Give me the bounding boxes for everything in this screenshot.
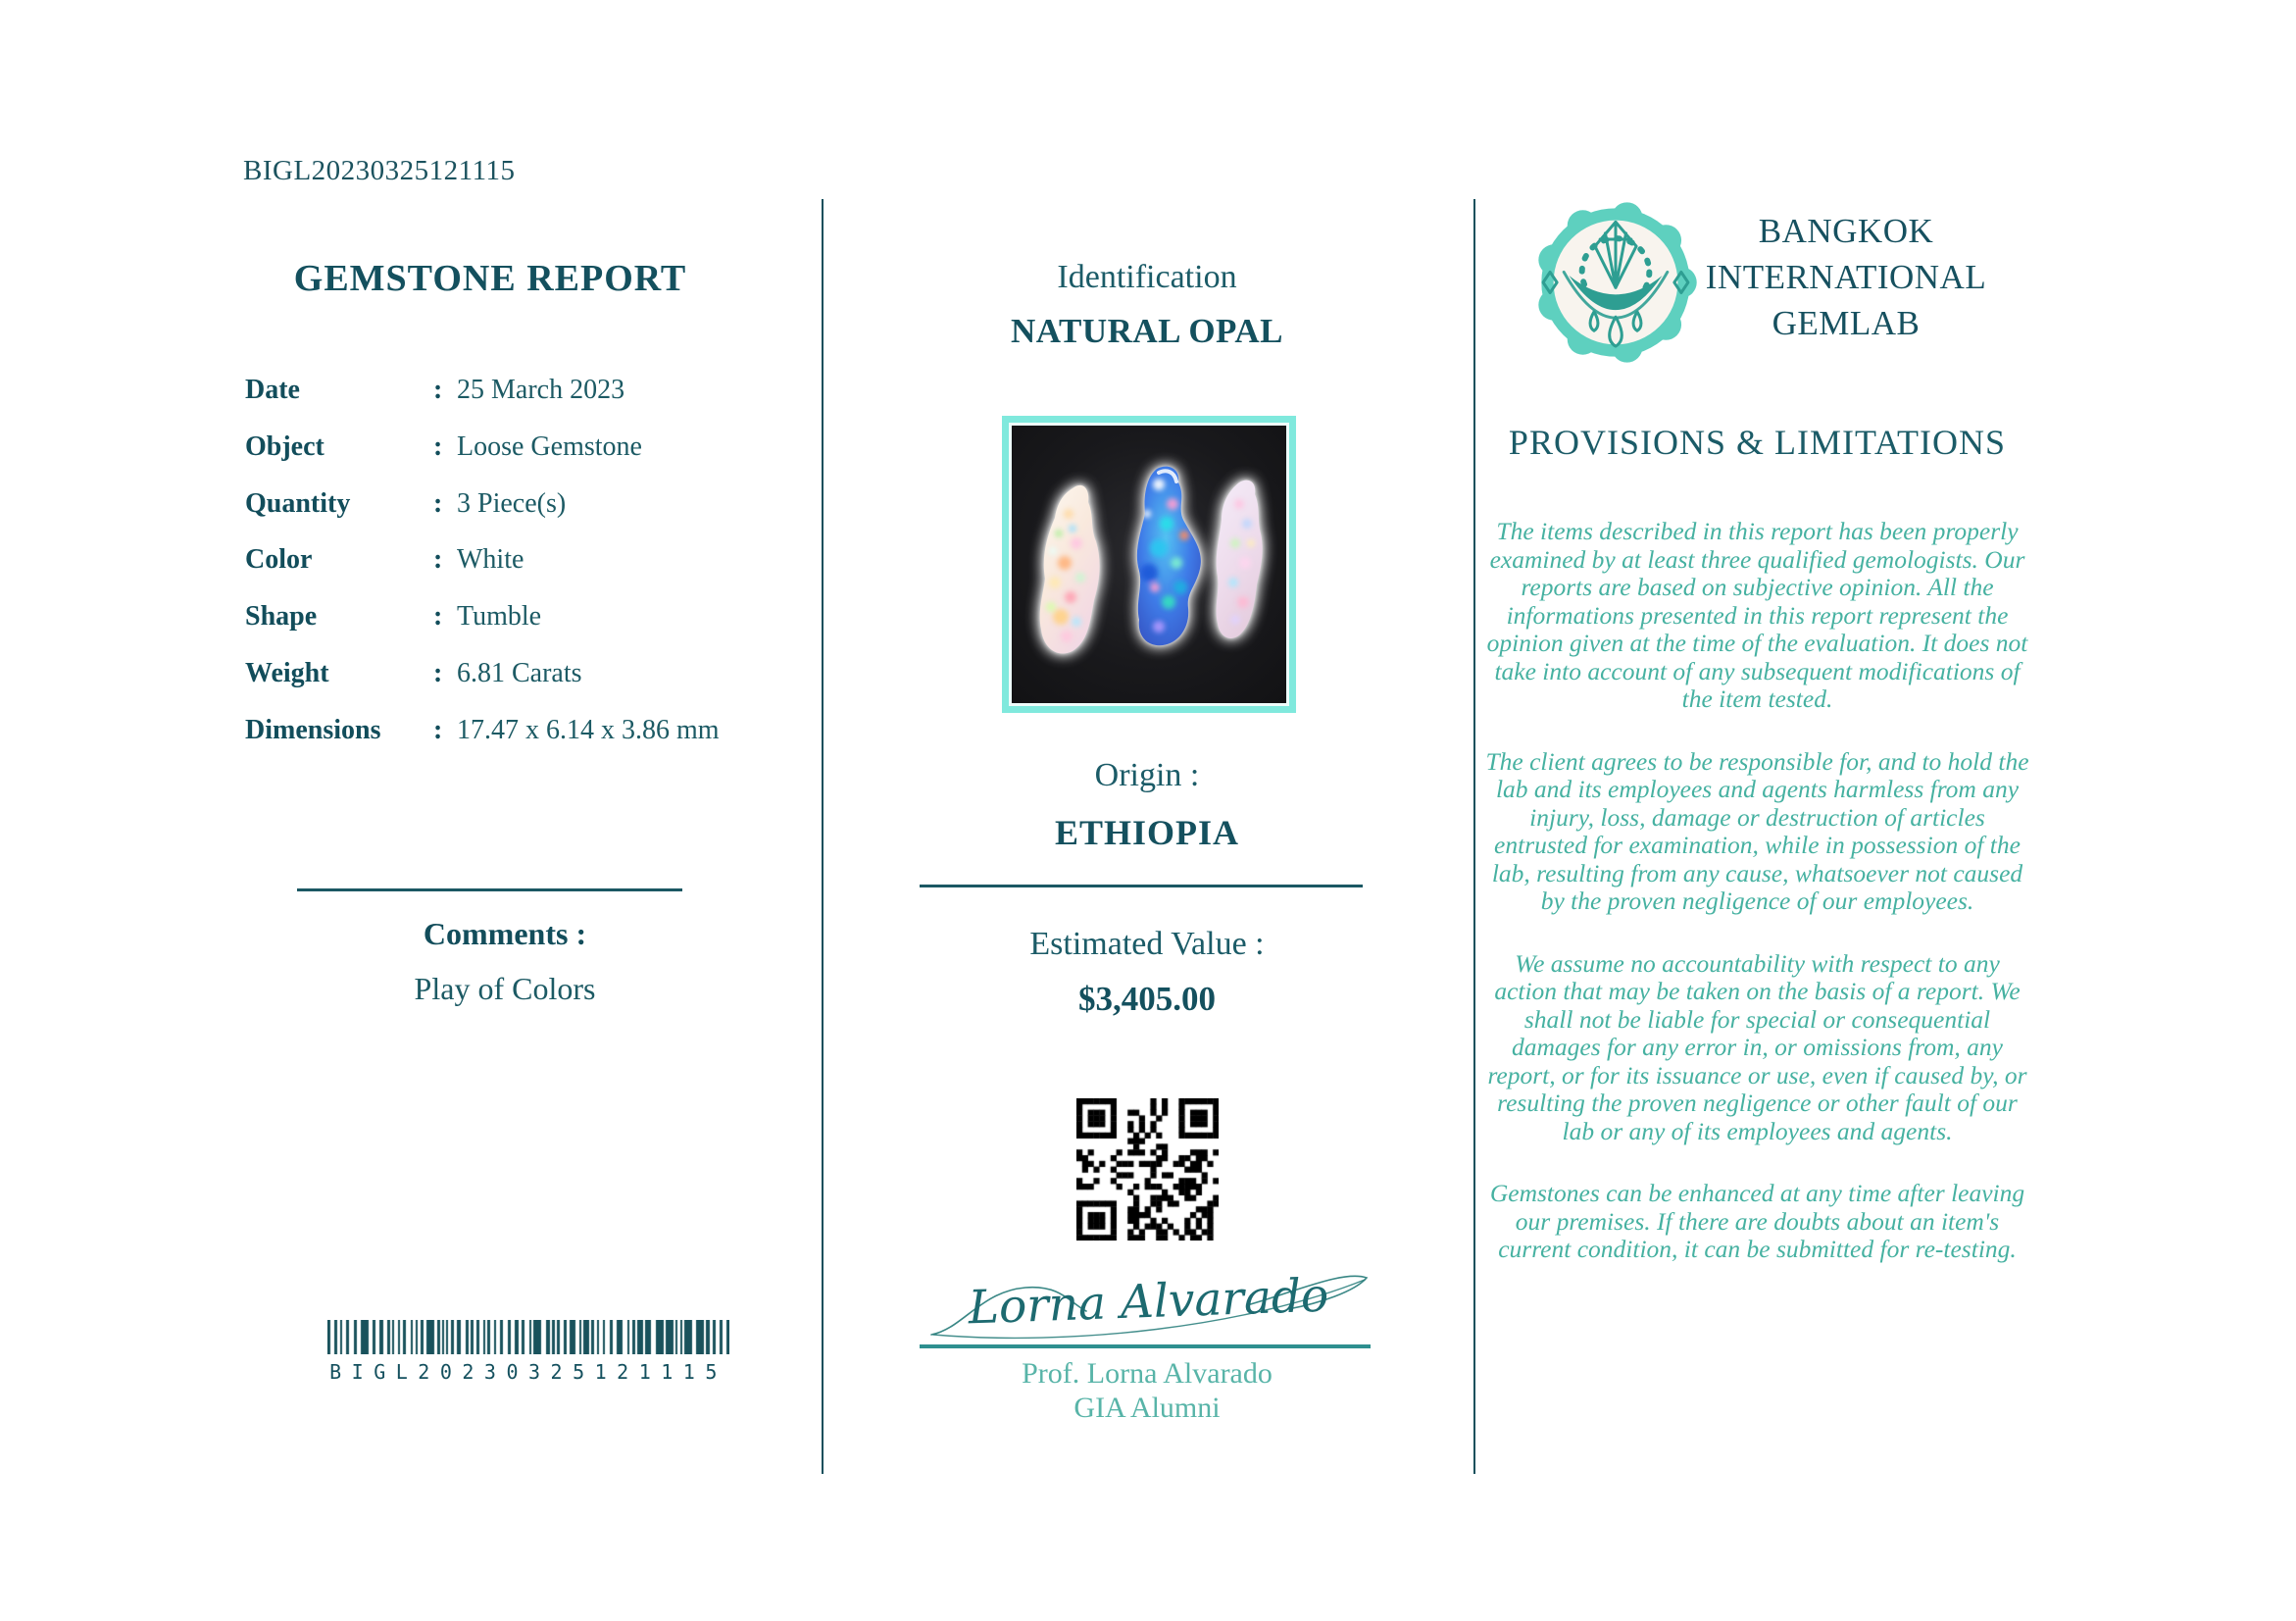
field-label: Dimensions (245, 714, 381, 745)
origin-label: Origin : (1094, 757, 1200, 793)
gemlab-logo (1529, 196, 1702, 369)
lab-name-line3: GEMLAB (1772, 304, 1921, 342)
gem-photo-inner (1009, 423, 1289, 706)
provisions-heading: PROVISIONS & LIMITATIONS (1508, 423, 2007, 462)
field-label: Shape (245, 601, 318, 633)
opal-stone-right (1217, 481, 1263, 638)
field-separator: : (433, 431, 443, 462)
signatory-title: GIA Alumni (1073, 1392, 1221, 1424)
opal-stone-middle (1137, 467, 1201, 646)
field-separator: : (433, 601, 443, 633)
field-label: Weight (245, 657, 329, 688)
signature-divider (920, 1344, 1371, 1348)
provision-paragraph-3: We assume no accountability with respect to any action that may be taken on the basis of a report. We shall not be liable for special or consequential damages for any error in, or omissions from, any report, or for its issuance or use, even if caused by, or resulting the proven negligence or other fault of our lab or any of its employees and agents. (1487, 948, 2027, 1145)
field-label: Object (245, 431, 324, 462)
estimated-value: $3,405.00 (1078, 980, 1216, 1018)
field-row-shape (245, 601, 755, 658)
signature-text: Lorna Alvarado (967, 1268, 1330, 1336)
field-row-color (245, 544, 755, 601)
provision-paragraph-1: The items described in this report has been properly examined by at least three qualified gemologists. Our reports are based on subjective opinion. All the informations presented in this report represent the opinion given at the time of the evaluation. It does not take into account of any subsequent modifications of the item tested. (1486, 517, 2028, 713)
gem-photo (1002, 416, 1296, 713)
field-label: Color (245, 544, 313, 576)
origin-value: ETHIOPIA (1054, 813, 1240, 852)
signatory-name: Prof. Lorna Alvarado (1022, 1357, 1273, 1390)
field-row-object (245, 431, 755, 488)
gem-species: NATURAL OPAL (1011, 312, 1283, 350)
identification-heading: Identification (1057, 259, 1237, 295)
estimated-value-label: Estimated Value : (1029, 926, 1265, 962)
middle-divider (920, 885, 1363, 887)
lab-name (1694, 208, 1998, 346)
report-fields (245, 375, 755, 772)
field-value: 25 March 2023 (457, 375, 625, 405)
field-separator: : (433, 544, 443, 576)
field-row-date (245, 375, 755, 431)
field-label: Date (245, 375, 300, 405)
barcode-bars (327, 1320, 729, 1354)
field-value: Loose Gemstone (457, 431, 642, 462)
provision-paragraph-4: Gemstones can be enhanced at any time after leaving our premises. If there are doubts about an item's current condition, it can be submitted for re-testing. (1489, 1179, 2025, 1263)
field-value: Tumble (457, 601, 542, 633)
field-value: White (457, 544, 524, 576)
field-separator: : (433, 375, 443, 405)
field-value: 17.47 x 6.14 x 3.86 mm (457, 714, 720, 745)
opal-stone-left (1040, 485, 1100, 654)
field-row-weight (245, 658, 755, 715)
provision-paragraph-2: The client agrees to be responsible for, and to hold the lab and its employees and agents harmless from any injury, loss, damage or destruction of articles entrusted for examination, while in possession of the lab, resulting from any cause, whatsoever not caused by the proven negligence of our employees. (1485, 746, 2029, 915)
field-separator: : (433, 714, 443, 745)
fold-line-right (1473, 199, 1475, 1474)
field-label: Quantity (245, 487, 351, 519)
comments-label: Comments : (423, 916, 587, 951)
field-value: 3 Piece(s) (457, 487, 567, 519)
provisions-text (1485, 518, 2029, 1298)
signature (923, 1256, 1373, 1346)
report-title: GEMSTONE REPORT (293, 258, 687, 299)
field-row-quantity (245, 488, 755, 545)
lab-name-line2: INTERNATIONAL (1705, 258, 1987, 296)
field-value: 6.81 Carats (457, 657, 582, 688)
qr-code (1076, 1098, 1219, 1241)
field-row-dimensions (245, 715, 755, 772)
lab-name-line1: BANGKOK (1758, 212, 1934, 250)
comments-value: Play of Colors (414, 971, 596, 1006)
report-number: BIGL20230325121115 (243, 155, 516, 186)
field-separator: : (433, 657, 443, 688)
opal-stones-illustration (1012, 426, 1286, 703)
barcode (327, 1320, 729, 1384)
comments-divider (297, 888, 682, 891)
barcode-text: BIGL20230325121115 (329, 1360, 727, 1384)
field-separator: : (433, 487, 443, 519)
fold-line-left (822, 199, 824, 1474)
